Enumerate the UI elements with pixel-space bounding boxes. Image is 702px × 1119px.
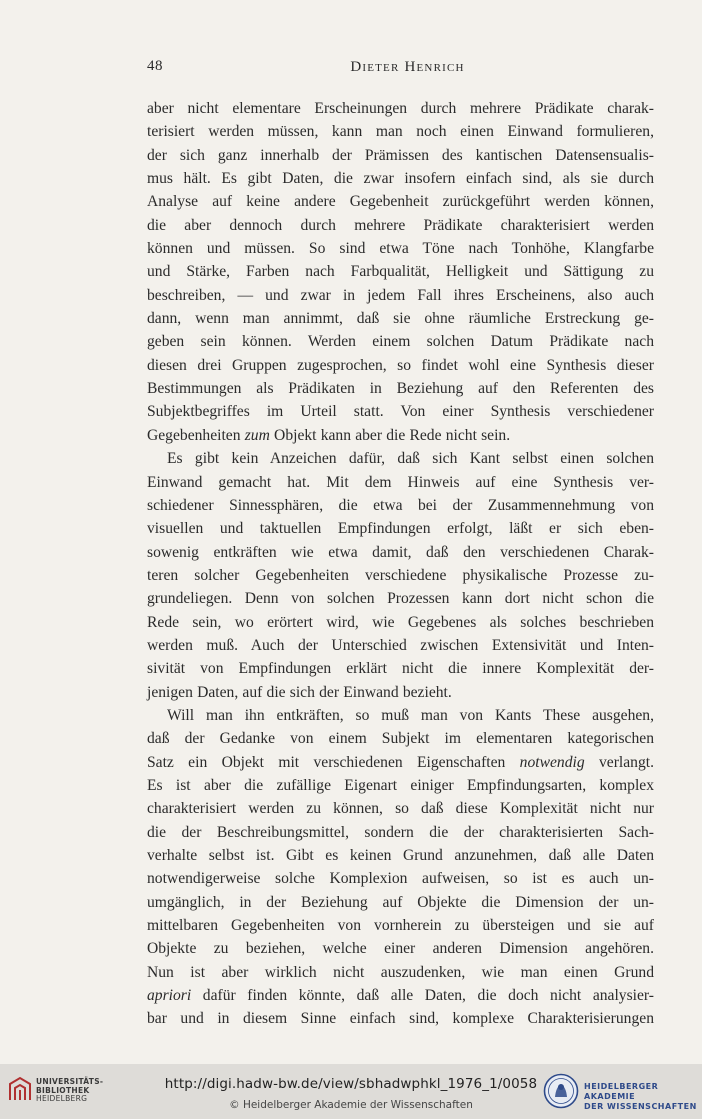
text-line: können und müssen. So sind etwa Töne nach Tonhöhe, Klangfarbe <box>147 240 654 258</box>
emphasized-word: notwendig <box>519 753 585 771</box>
text-line: beschreiben, — und zwar in jedem Fall ihres Erscheinens, also auch <box>147 286 654 304</box>
text-line: umgänglich, in der Beziehung auf Objekte die Dimension der un- <box>147 893 654 911</box>
text-line: visuellen und taktuellen Empfindungen erfolgt, läßt er sich eben- <box>147 520 654 538</box>
academy-name <box>584 1082 702 1112</box>
page-number: 48 <box>147 58 163 74</box>
text-line: sowenig entkräften wie etwa damit, daß den verschiedenen Charak- <box>147 543 654 561</box>
library-name-line: BIBLIOTHEK <box>36 1085 90 1095</box>
text-line: Einwand gemacht hat. Mit dem Hinweis auf eine Synthesis ver- <box>147 473 654 491</box>
text-line: apriori dafür finden könnte, daß alle Daten, die doch nicht analysier- <box>147 987 654 1005</box>
text-line: die der Beschreibungsmittel, sondern die der charakterisierten Sach- <box>147 823 654 841</box>
academy-name-line: HEIDELBERGER AKADEMIE <box>584 1082 659 1101</box>
text-line: daß der Gedanke von einem Subjekt im elementaren kategorischen <box>147 730 654 748</box>
text-line: jenigen Daten, auf die sich der Einwand bezieht. <box>147 683 452 701</box>
text-line: Objekte zu beziehen, welche einer anderen Dimension angehören. <box>147 940 654 958</box>
text-line: terisiert werden müssen, kann man noch einen Einwand formulieren, <box>147 123 654 141</box>
text-line: mittelbaren Gegebenheiten von vornherein zu übersteigen und sie auf <box>147 917 654 935</box>
text-line: die aber dennoch durch mehrere Prädikate charakterisiert werden <box>147 216 654 234</box>
running-head: Dieter Henrich <box>350 59 465 75</box>
text-line: teren solcher Gegebenheiten verschiedene physikalische Prozesse zu- <box>147 566 654 584</box>
text-line: aber nicht elementare Erscheinungen durch mehrere Prädikate charak- <box>147 100 654 117</box>
copyright-notice: © Heidelberger Akademie der Wissenschaften <box>229 1099 473 1111</box>
emphasized-word: apriori <box>147 987 192 1005</box>
emphasized-word: zum <box>244 426 270 444</box>
text-line: Will man ihn entkräften, so muß man von Kants These ausgehen, <box>167 706 654 724</box>
text-line: grundeliegen. Denn von solchen Prozessen kann dort nicht schon die <box>147 590 654 608</box>
text-line: mus hält. Es gibt Daten, die zwar insofern einfach sind, als sie durch <box>147 170 654 188</box>
text-line: Nun ist aber wirklich nicht auszudenken, wie man einen Grund <box>147 963 654 981</box>
text-line: geben sein können. Werden einem solchen Datum Prädikate nach <box>147 333 654 351</box>
text-line: Es ist aber die zufällige Eigenart einiger Empfindungsarten, komplex <box>147 776 654 794</box>
digitization-footer <box>0 1064 702 1119</box>
library-name-line: UNIVERSITÄTS- <box>36 1077 104 1086</box>
text-line: Gegebenheiten zum Objekt kann aber die Rede nicht sein. <box>147 426 511 444</box>
text-line: und Stärke, Farben nach Farbqualität, Helligkeit und Sättigung zu <box>147 263 654 281</box>
text-line: verhalte selbst ist. Gibt es keinen Grund anzunehmen, daß alle Daten <box>147 847 654 864</box>
text-line: notwendigerweise solche Komplexion aufweisen, so ist es auch un- <box>147 870 654 888</box>
body-text <box>147 97 654 1031</box>
library-name-line: HEIDELBERG <box>36 1094 88 1103</box>
text-line: sivität von Empfindungen erklärt nicht die innere Komplexität der- <box>147 660 654 678</box>
text-line: Bestimmungen als Prädikaten in Beziehung auf den Referenten des <box>147 380 654 398</box>
text-line: der sich ganz innerhalb der Prämissen des kantischen Datensensualis- <box>147 146 654 164</box>
text-line: charakterisiert werden zu können, so daß diese Komplexität nicht nur <box>147 800 654 818</box>
text-line: Es gibt kein Anzeichen dafür, daß sich Kant selbst einen solchen <box>167 450 654 468</box>
permalink-url[interactable]: http://digi.hadw-bw.de/view/sbhadwphkl_1976_1/0058 <box>164 1076 538 1092</box>
text-line: Analyse auf keine andere Gegebenheit zurückgeführt werden können, <box>147 193 654 211</box>
text-line: werden muß. Auch der Unterschied zwischen Extensivität und Inten- <box>147 636 654 654</box>
text-line: diesen drei Gruppen zugesprochen, so findet wohl eine Synthesis dieser <box>147 356 654 374</box>
text-line: schiedener Sinnessphären, die etwa bei der Zusammennehmung von <box>147 496 654 514</box>
text-line: dann, wenn man annimmt, daß sie ohne räumliche Erstreckung ge- <box>147 310 654 328</box>
academy-name-line: DER WISSENSCHAFTEN <box>584 1102 697 1111</box>
page-header <box>147 58 654 78</box>
text-line: Rede sein, wo erörtert wird, wie Gegebenes als solches beschrieben <box>147 613 654 631</box>
text-line: Subjektbegriffes im Urteil statt. Von einer Synthesis verschiedener <box>147 403 654 421</box>
text-line: bar und in diesem Sinne einfach sind, komplexe Charakterisierungen <box>147 1010 654 1028</box>
text-line: Satz ein Objekt mit verschiedenen Eigenschaften notwendig verlangt. <box>147 753 654 771</box>
academy-seal-icon <box>543 1073 579 1109</box>
